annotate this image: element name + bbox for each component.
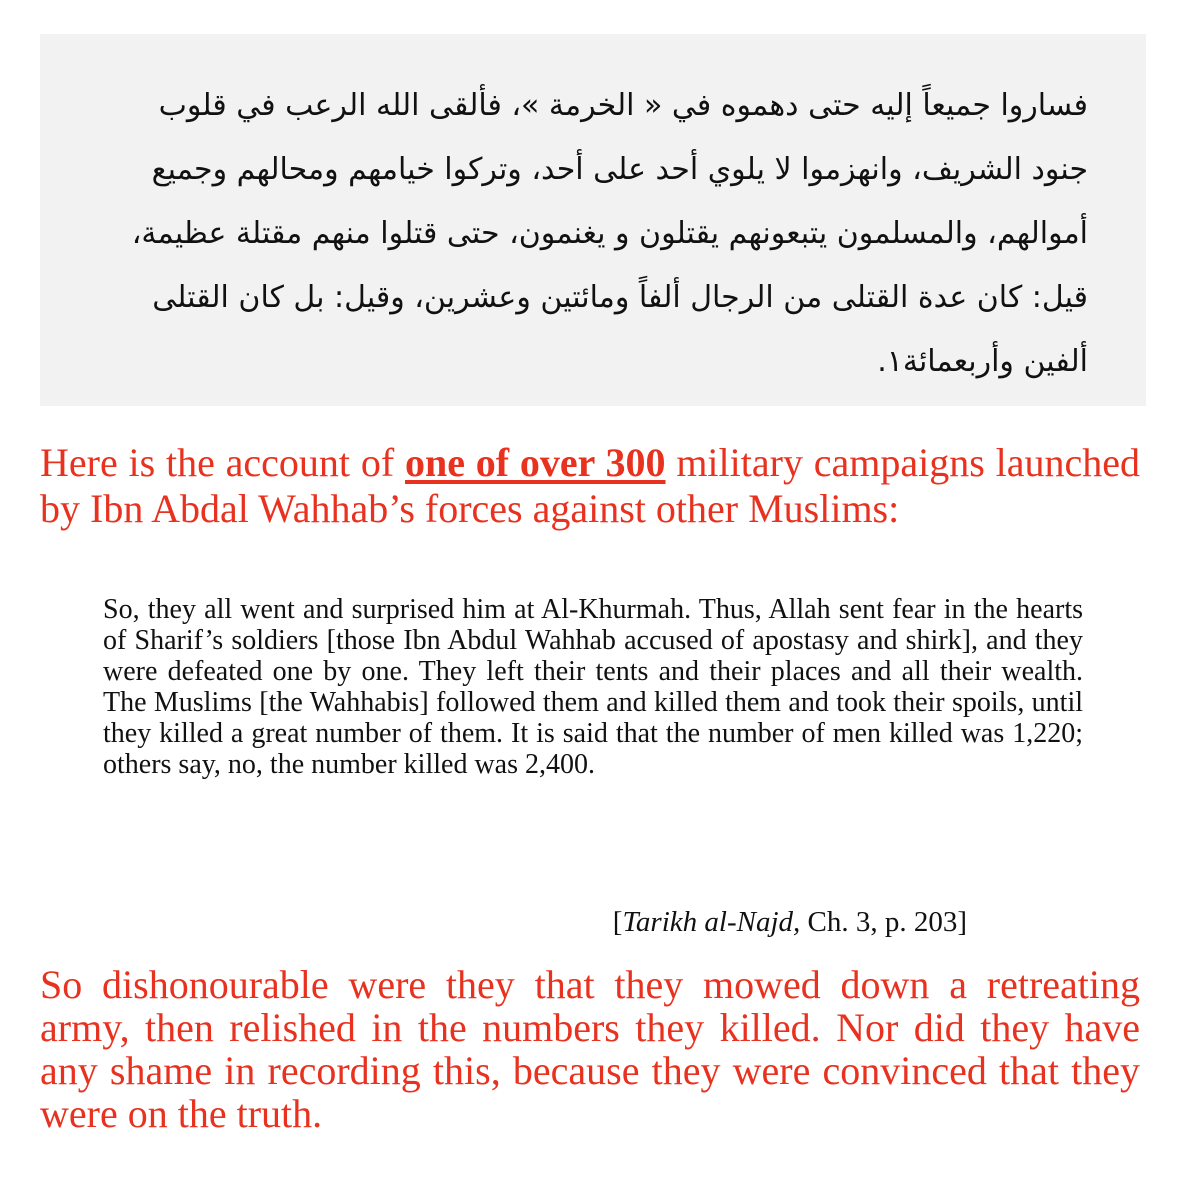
source-citation — [613, 904, 967, 940]
commentary-statement: So dishonourable were they that they mowed down a retreating army, then relished in the numbers they killed. Nor did they have any shame in recording this, because they were convinced that they were on the truth. — [40, 962, 1140, 1136]
intro-text-before: Here is the account of — [40, 440, 405, 485]
citation-open-bracket: [ — [612, 906, 623, 938]
arabic-excerpt-scan — [40, 34, 1146, 406]
translated-quote: So, they all went and surprised him at Al-Khurmah. Thus, Allah sent fear in the hearts of Sharif’s soldiers [those Ibn Abdul Wahhab accused of apostasy and shirk], and they were defeated one by one. They left their tents and their places and all their wealth. The Muslims [the Wahhabis] followed them and killed them and took their spoils, until they killed a great number of them. It is said that the number of men killed was 1,220; others say, no, the number killed was 2,400. — [103, 594, 1083, 780]
citation-details: Ch. 3, p. 203] — [800, 906, 967, 938]
arabic-line: فساروا جميعاً إليه حتى دهموه في « الخرمة »، فألقى الله الرعب في قلوب — [158, 88, 1088, 123]
arabic-line: أموالهم، والمسلمون يتبعونهم يقتلون و يغنمون، حتى قتلوا منهم مقتلة عظيمة، — [131, 216, 1088, 251]
citation-title: Tarikh al-Najd, — [622, 906, 801, 938]
arabic-line: جنود الشريف، وانهزموا لا يلوي أحد على أحد، وتركوا خيامهم ومحالهم وجميع — [151, 152, 1088, 187]
arabic-excerpt-text — [78, 74, 1088, 394]
intro-text-after: military campaigns launched by Ibn Abdal Wahhab’s forces against other Muslims: — [40, 440, 1140, 531]
arabic-line: قيل: كان عدة القتلى من الرجال ألفاً ومائتين وعشرين، وقيل: بل كان القتلى — [152, 280, 1088, 315]
intro-statement — [40, 440, 1140, 532]
arabic-line: ألفين وأربعمائة١. — [877, 344, 1088, 379]
intro-emphasis: one of over 300 — [404, 440, 666, 485]
